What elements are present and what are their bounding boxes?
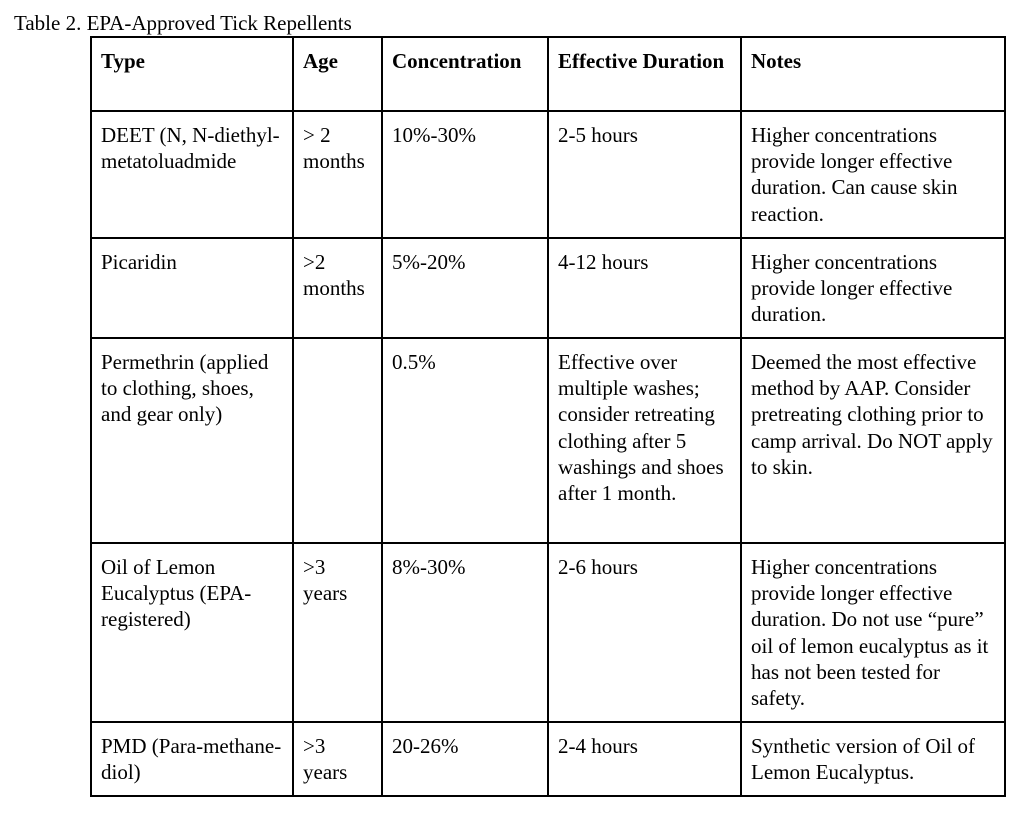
cell-concentration: 0.5% (382, 338, 548, 543)
cell-concentration: 5%-20% (382, 238, 548, 338)
table-caption: Table 2. EPA-Approved Tick Repellents (14, 11, 352, 35)
cell-age: >3 years (293, 722, 382, 796)
cell-age (293, 338, 382, 543)
cell-type: Permethrin (applied to clothing, shoes, and gear only) (91, 338, 293, 543)
table-header-row (91, 37, 1005, 111)
cell-notes: Deemed the most effective method by AAP. Consider pretreating clothing prior to camp arrival. Do NOT apply to skin. (741, 338, 1005, 543)
header-notes: Notes (741, 37, 1005, 111)
cell-age: >2 months (293, 238, 382, 338)
cell-concentration: 8%-30% (382, 543, 548, 722)
cell-age: > 2 months (293, 111, 382, 238)
cell-effective-duration: 2-5 hours (548, 111, 741, 238)
cell-effective-duration: Effective over multiple washes; consider retreating clothing after 5 washings and shoes after 1 month. (548, 338, 741, 543)
cell-type: DEET (N, N-diethyl-metatoluadmide (91, 111, 293, 238)
cell-notes: Higher concentrations provide longer effective duration. (741, 238, 1005, 338)
cell-effective-duration: 2-4 hours (548, 722, 741, 796)
cell-age: >3 years (293, 543, 382, 722)
tick-repellents-table (90, 36, 1006, 797)
table-row (91, 338, 1005, 543)
header-type: Type (91, 37, 293, 111)
cell-effective-duration: 4-12 hours (548, 238, 741, 338)
table-row (91, 722, 1005, 796)
table-row (91, 238, 1005, 338)
cell-type: Picaridin (91, 238, 293, 338)
cell-type: Oil of Lemon Eucalyptus (EPA-registered) (91, 543, 293, 722)
header-concentration: Concentration (382, 37, 548, 111)
table-row (91, 543, 1005, 722)
cell-concentration: 20-26% (382, 722, 548, 796)
table-row (91, 111, 1005, 238)
cell-effective-duration: 2-6 hours (548, 543, 741, 722)
cell-notes: Higher concentrations provide longer effective duration. Do not use “pure” oil of lemon eucalyptus as it has not been tested for safety. (741, 543, 1005, 722)
cell-notes: Higher concentrations provide longer effective duration. Can cause skin reaction. (741, 111, 1005, 238)
header-effective-duration: Effective Duration (548, 37, 741, 111)
cell-notes: Synthetic version of Oil of Lemon Eucalyptus. (741, 722, 1005, 796)
header-age: Age (293, 37, 382, 111)
cell-type: PMD (Para-methane-diol) (91, 722, 293, 796)
cell-concentration: 10%-30% (382, 111, 548, 238)
